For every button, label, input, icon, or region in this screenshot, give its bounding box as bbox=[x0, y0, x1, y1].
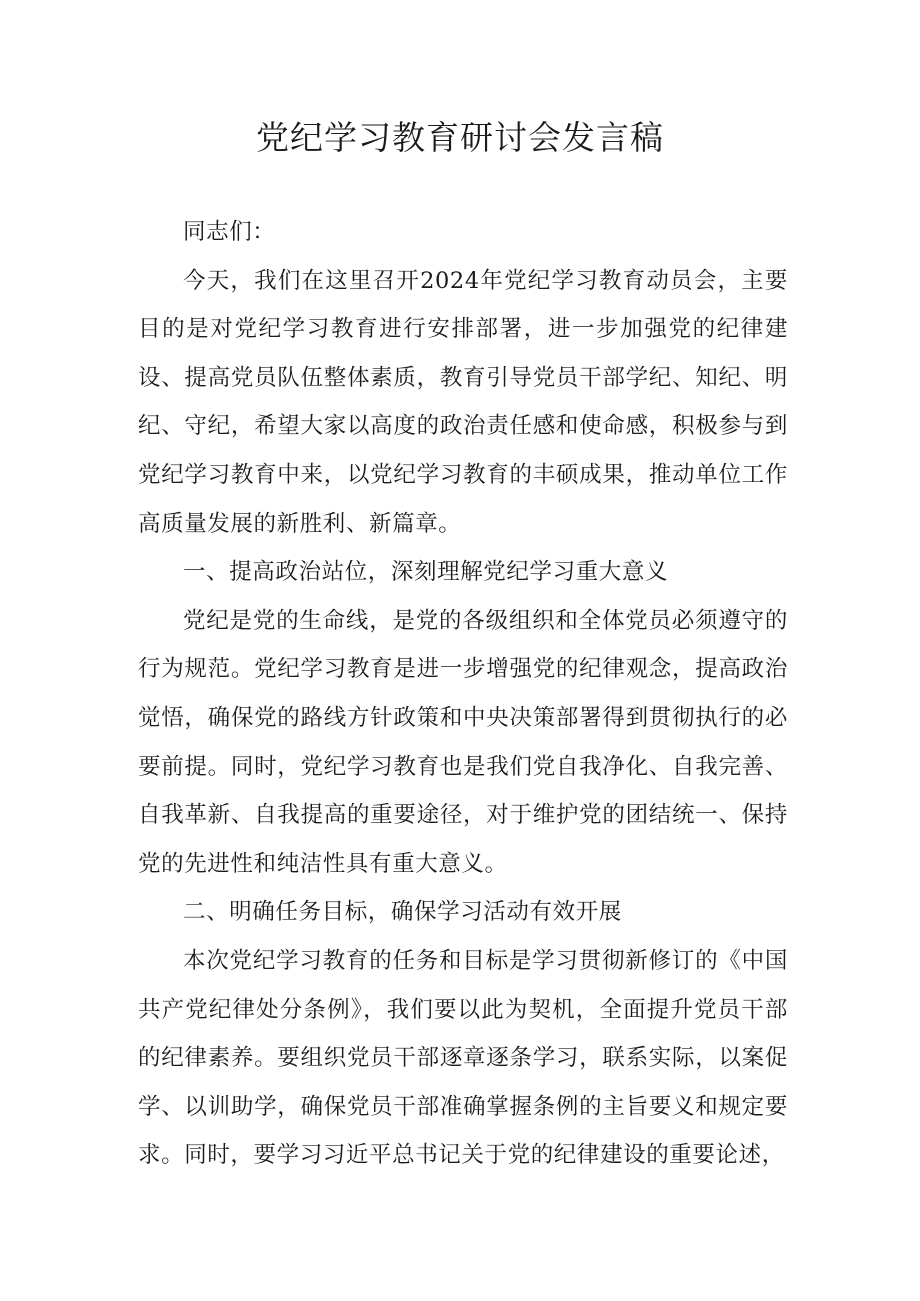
document-title: 党纪学习教育研讨会发言稿 bbox=[256, 118, 664, 157]
section-heading-2: 二、明确任务目标，确保学习活动有效开展 bbox=[183, 899, 622, 926]
section-heading-1: 一、提高政治站位，深刻理解党纪学习重大意义 bbox=[183, 559, 669, 586]
document-body bbox=[138, 208, 788, 1180]
paragraph-tasks: 本次党纪学习教育的任务和目标是学习贯彻新修订的《中国共产党纪律处分条例》，我们要以此为契机，全面提升党员干部的纪律素养。要组织党员干部逐章逐条学习，联系实际，以案促学、以训助学，确保党员干部准确掌握条例的主旨要义和规定要求。同时，要学习习近平总书记关于党的纪律建设的重要论述， bbox=[138, 947, 788, 1169]
paragraph-significance: 党纪是党的生命线，是党的各级组织和全体党员必须遵守的行为规范。党纪学习教育是进一步增强党的纪律观念，提高政治觉悟，确保党的路线方针政策和中央决策部署得到贯彻执行的必要前提。同时，党纪学习教育也是我们党自我净化、自我完善、自我革新、自我提高的重要途径，对于维护党的团结统一、保持党的先进性和纯洁性具有重大意义。 bbox=[138, 607, 788, 877]
greeting: 同志们： bbox=[183, 219, 276, 245]
paragraph-intro: 今天，我们在这里召开2024年党纪学习教育动员会，主要目的是对党纪学习教育进行安排部署，进一步加强党的纪律建设、提高党员队伍整体素质，教育引导党员干部学纪、知纪、明纪、守纪，希望大家以高度的政治责任感和使命感，积极参与到党纪学习教育中来，以党纪学习教育的丰硕成果，推动单位工作高质量发展的新胜利、新篇章。 bbox=[138, 267, 788, 537]
